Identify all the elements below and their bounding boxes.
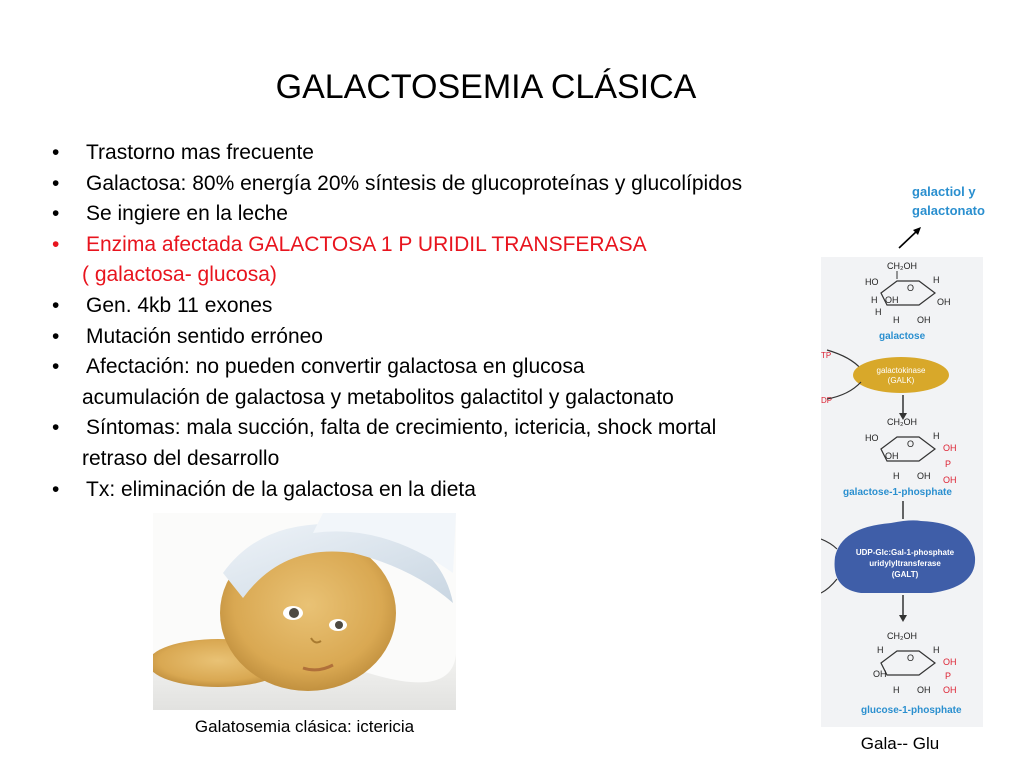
svg-text:OH: OH	[943, 657, 957, 667]
bullet-list	[52, 138, 822, 505]
bullet-item: • Gen. 4kb 11 exones	[52, 291, 822, 322]
svg-text:O: O	[907, 283, 915, 293]
bullet-dot: •	[52, 416, 60, 440]
svg-text:O: O	[907, 439, 915, 449]
galactose-1-phosphate-label: galactose-1-phosphate	[843, 487, 952, 498]
svg-text:H: H	[933, 275, 940, 285]
svg-text:H: H	[893, 471, 900, 481]
svg-text:OH: OH	[937, 297, 951, 307]
svg-text:OH: OH	[917, 685, 931, 695]
svg-text:CH₂OH: CH₂OH	[887, 261, 917, 271]
bullet-continuation: acumulación de galactosa y metabolitos galactitol y galactonato	[82, 385, 674, 409]
bullet-item: • Galactosa: 80% energía 20% síntesis de glucoproteínas y glucolípidos	[52, 169, 822, 200]
bullet-dot: •	[52, 202, 60, 226]
svg-text:OH: OH	[885, 451, 899, 461]
image-caption: Galatosemia clásica: ictericia	[194, 717, 415, 736]
bullet-item: • Trastorno mas frecuente	[52, 138, 822, 169]
bullet-dot: •	[52, 141, 60, 164]
bullet-item-enzyme: • Enzima afectada GALACTOSA 1 P URIDIL TRANSFERASA	[52, 230, 822, 261]
svg-text:P: P	[945, 671, 952, 681]
svg-text:H: H	[933, 431, 940, 441]
svg-text:HO: HO	[865, 433, 879, 443]
metabolites-label: galactiol y galactonato	[912, 184, 985, 218]
svg-text:OH: OH	[885, 295, 899, 305]
bullet-dot: •	[52, 293, 60, 317]
glucose-1-phosphate-label: glucose-1-phosphate	[861, 705, 962, 716]
svg-text:H: H	[875, 307, 882, 317]
svg-text:H: H	[871, 295, 878, 305]
bullet-item: • Mutación sentido erróneo	[52, 322, 822, 353]
svg-text:OH: OH	[943, 443, 957, 453]
svg-text:OH: OH	[943, 475, 957, 485]
svg-text:H: H	[877, 645, 884, 655]
svg-text:galactokinase: galactokinase	[876, 366, 926, 375]
svg-text:P: P	[945, 459, 952, 469]
bullet-dot: •	[52, 324, 60, 348]
svg-text:O: O	[907, 653, 915, 663]
arrow-up-right-icon	[895, 224, 925, 252]
svg-text:OH: OH	[873, 669, 887, 679]
bullet-item: • Afectación: no pueden convertir galactosa en glucosa	[52, 352, 822, 383]
svg-text:H: H	[933, 645, 940, 655]
bullet-dot: •	[52, 171, 60, 195]
svg-text:OH: OH	[917, 471, 931, 481]
svg-text:CH₂OH: CH₂OH	[887, 417, 917, 427]
bullet-item: • Síntomas: mala succión, falta de crecimiento, ictericia, shock mortal	[52, 413, 822, 444]
svg-text:H: H	[893, 315, 900, 325]
bullet-continuation: ( galactosa- glucosa)	[82, 263, 277, 287]
svg-text:uridylyltransferase: uridylyltransferase	[869, 559, 941, 568]
bullet-item: • Tx: eliminación de la galactosa en la dieta	[52, 475, 822, 506]
galactose-pathway-diagram	[821, 257, 983, 727]
dp-label: DP	[821, 396, 833, 405]
svg-text:HO: HO	[865, 277, 879, 287]
jaundiced-baby-photo	[153, 513, 456, 710]
svg-text:OH: OH	[943, 685, 957, 695]
pathway-caption: Gala-- Glu	[860, 734, 940, 753]
svg-text:H: H	[893, 685, 900, 695]
svg-text:OH: OH	[917, 315, 931, 325]
tp-label: TP	[821, 351, 832, 360]
galactose-label: galactose	[879, 331, 926, 342]
galk-enzyme	[853, 357, 949, 393]
svg-text:CH₂OH: CH₂OH	[887, 631, 917, 641]
svg-text:(GALK): (GALK)	[887, 376, 915, 385]
bullet-dot: •	[52, 232, 60, 256]
bullet-continuation: retraso del desarrollo	[82, 446, 280, 470]
svg-text:UDP-Glc:Gal-1-phosphate: UDP-Glc:Gal-1-phosphate	[855, 548, 955, 557]
bullet-dot: •	[52, 477, 60, 501]
bullet-item: • Se ingiere en la leche	[52, 199, 822, 230]
bullet-dot: •	[52, 355, 60, 379]
slide-title: GALACTOSEMIA CLÁSICA	[275, 68, 697, 106]
svg-text:(GALT): (GALT)	[891, 570, 919, 579]
